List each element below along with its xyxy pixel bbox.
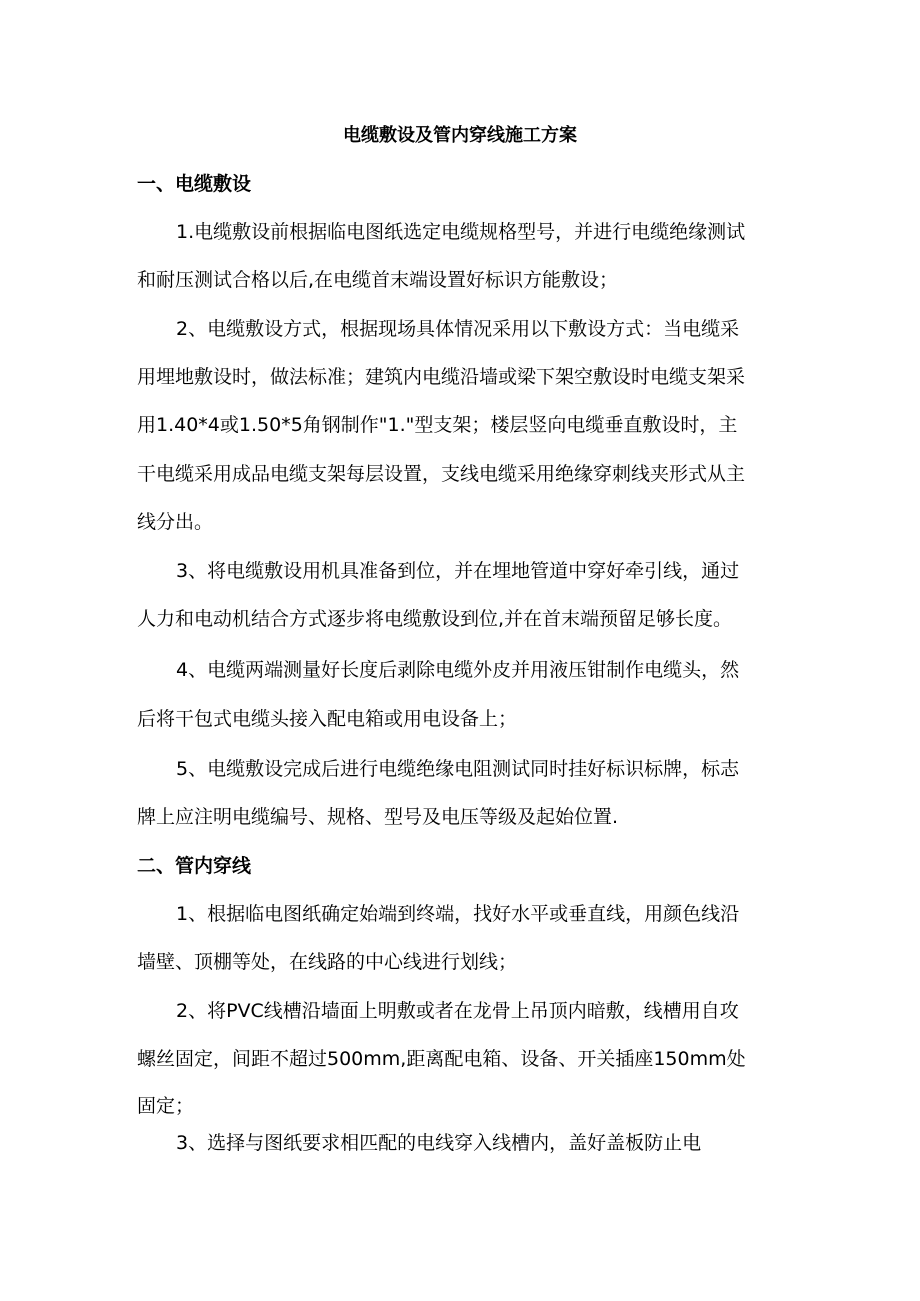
section-heading-cable-laying: 一、电缆敷设 bbox=[137, 173, 252, 195]
paragraph-line: 3、选择与图纸要求相匹配的电线穿入线槽内，盖好盖板防止电 bbox=[176, 1132, 702, 1154]
section-heading-conduit-wiring: 二、管内穿线 bbox=[137, 855, 252, 877]
paragraph-line: 人力和电动机结合方式逐步将电缆敷设到位,并在首末端预留足够长度。 bbox=[137, 608, 733, 630]
paragraph-line: 固定； bbox=[137, 1095, 195, 1117]
paragraph-line: 3、将电缆敷设用机具准备到位，并在埋地管道中穿好牵引线，通过 bbox=[176, 560, 740, 582]
paragraph-line: 2、将PVC线槽沿墙面上明敷或者在龙骨上吊顶内暗敷，线槽用自攻 bbox=[176, 1000, 739, 1022]
paragraph-line: 1、根据临电图纸确定始端到终端，找好水平或垂直线，用颜色线沿 bbox=[176, 903, 740, 925]
paragraph-line: 2、电缆敷设方式，根据现场具体情况采用以下敷设方式：当电缆采 bbox=[176, 318, 740, 340]
paragraph-line: 和耐压测试合格以后,在电缆首末端设置好标识方能敷设； bbox=[137, 269, 619, 291]
paragraph-line: 墙壁、顶棚等处，在线路的中心线进行划线； bbox=[137, 951, 518, 973]
document-title: 电缆敷设及管内穿线施工方案 bbox=[343, 125, 577, 146]
paragraph-line: 4、电缆两端测量好长度后剥除电缆外皮并用液压钳制作电缆头，然 bbox=[176, 659, 740, 681]
paragraph-line: 干电缆采用成品电缆支架每层设置，支线电缆采用绝缘穿刺线夹形式从主 bbox=[137, 463, 746, 485]
paragraph-line: 5、电缆敷设完成后进行电缆绝缘电阻测试同时挂好标识标牌，标志 bbox=[176, 758, 740, 780]
paragraph-line: 螺丝固定，间距不超过500mm,距离配电箱、设备、开关插座150mm处 bbox=[137, 1048, 746, 1070]
paragraph-line: 1.电缆敷设前根据临电图纸选定电缆规格型号，并进行电缆绝缘测试 bbox=[176, 221, 746, 243]
paragraph-line: 线分出。 bbox=[137, 511, 214, 533]
paragraph-line: 后将干包式电缆头接入配电箱或用电设备上； bbox=[137, 708, 518, 730]
paragraph-line: 用1.40*4或1.50*5角钢制作"1."型支架；楼层竖向电缆垂直敷设时，主 bbox=[137, 414, 738, 436]
paragraph-line: 牌上应注明电缆编号、规格、型号及电压等级及起始位置. bbox=[137, 806, 619, 828]
paragraph-line: 用埋地敷设时，做法标准；建筑内电缆沿墙或梁下架空敷设时电缆支架采 bbox=[137, 366, 746, 388]
